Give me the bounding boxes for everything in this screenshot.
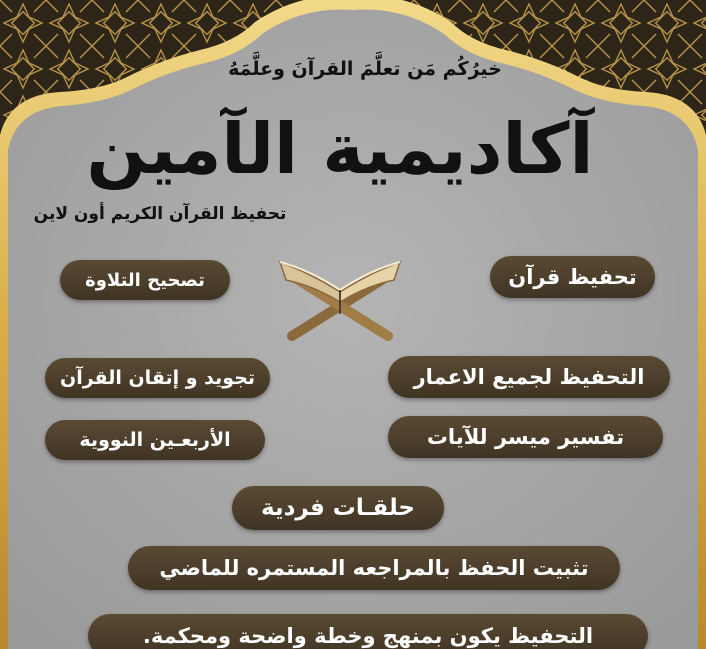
academy-title: آكاديمية الآمين (86, 108, 594, 190)
pill-label: الأربعـين النووية (79, 429, 231, 451)
pill-label: التحفيظ يكون بمنهج وخطة واضحة ومحكمة. (142, 624, 594, 648)
pill-label: تثبيت الحفظ بالمراجعه المستمره للماضي (159, 556, 589, 580)
pill-label: تفسير ميسر للآيات (426, 425, 625, 449)
pill-all-ages (388, 356, 670, 398)
pill-label: تصحيح التلاوة (85, 269, 205, 291)
pill-label: تجويد و إتقان القرآن (59, 367, 256, 389)
academy-subtitle: تحفيظ القرآن الكريم أون لاين (33, 204, 287, 224)
pill-label: تحفيظ قرآن (508, 265, 637, 289)
hadith-tagline: خيرُكُم مَن تعلَّمَ القرآنَ وعلَّمَهُ (228, 58, 502, 80)
pill-label: حلقـات فردية (261, 495, 415, 521)
pill-forty-nawawi (45, 420, 265, 460)
pill-memorize-quran (490, 256, 655, 298)
pill-methodology (88, 614, 648, 649)
pill-individual-circles (232, 486, 444, 530)
pill-review (128, 546, 620, 590)
pill-tafsir (388, 416, 663, 458)
pill-correct-recitation (60, 260, 230, 300)
quran-stand-icon (270, 240, 410, 344)
pill-tajweed (45, 358, 270, 398)
pill-label: التحفيظ لجميع الاعمار (413, 365, 645, 389)
